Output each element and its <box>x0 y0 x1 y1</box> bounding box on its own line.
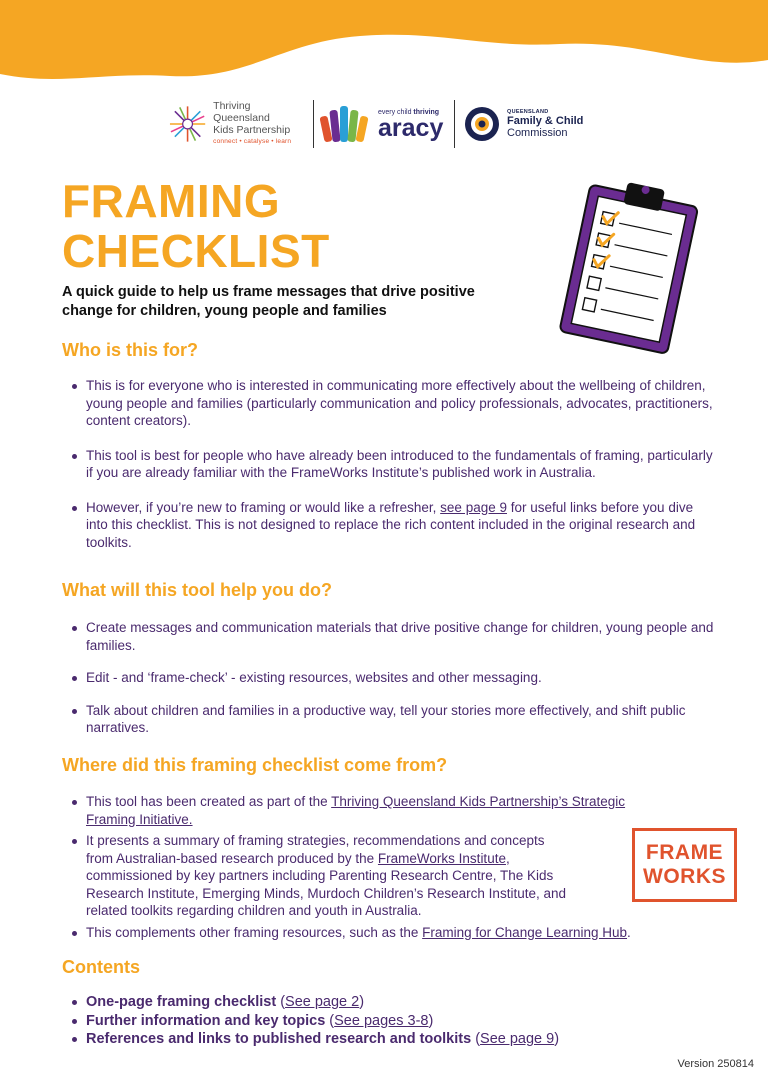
list-item: This is for everyone who is interested in communicating more effectively about the wellbeing of children, young people and families (particularly communication and policy professionals, advocates, practitioners, content creators). <box>68 377 718 430</box>
tqkp-name-line2: Kids Partnership <box>213 124 291 136</box>
frameworks-logo <box>632 828 737 902</box>
aracy-wordmark: aracy <box>378 113 444 142</box>
where-list <box>68 793 708 945</box>
section-heading-contents: Contents <box>62 957 140 977</box>
header-wave-decoration <box>0 0 768 100</box>
fcc-state: QUEENSLAND <box>507 109 549 115</box>
tqkp-logo <box>168 98 308 150</box>
list-item: This tool has been created as part of the Thriving Queensland Kids Partnership’s Strategic Framing Initiative. <box>68 793 688 828</box>
list-item: It presents a summary of framing strategies, recommendations and concepts from Australian-based research produced by the FrameWorks Institute, commissioned by key partners including Parenting Research Centre, The Kids Research Institute, Emerging Minds, Murdoch Children’s Research Institute, and related toolkits regarding children and youth in Australia. <box>68 832 608 920</box>
title-line1: FRAMING <box>62 175 281 227</box>
page-subtitle: A quick guide to help us frame messages that drive positive change for children, young people and families <box>62 284 475 319</box>
title-line2: CHECKLIST <box>62 225 330 277</box>
logo-divider <box>313 100 314 148</box>
list-item: Edit - and ‘frame-check’ - existing resources, websites and other messaging. <box>68 669 718 687</box>
see-page-2-link[interactable]: See page 2 <box>285 994 360 1010</box>
frameworks-institute-link[interactable]: FrameWorks Institute <box>377 850 506 866</box>
clipboard-checklist-icon <box>548 178 708 356</box>
contents-list <box>68 993 668 1049</box>
see-page-9-contents-link[interactable]: See page 9 <box>480 1031 555 1047</box>
tqkp-name-line1: Thriving Queensland <box>213 100 270 124</box>
section-heading-where: Where did this framing checklist come from? <box>62 755 448 775</box>
who-list <box>68 377 718 568</box>
tqkp-tagline: connect • catalyse • learn <box>213 138 292 145</box>
see-pages-3-8-link[interactable]: See pages 3-8 <box>334 1012 429 1029</box>
contents-item: References and links to published research and toolkits (See page 9) <box>68 1030 668 1049</box>
contents-item: One-page framing checklist (See page 2) <box>68 993 668 1012</box>
section-heading-what: What will this tool help you do? <box>62 580 332 600</box>
version-label: Version 250814 <box>677 1058 754 1070</box>
tqkp-initiative-link[interactable]: Thriving Queensland Kids Partnership’s Strategic Framing Initiative. <box>86 794 626 827</box>
frameworks-logo-line1: FRAME <box>645 841 724 864</box>
list-item: Create messages and communication materials that drive positive change for children, young people and families. <box>68 619 718 654</box>
frameworks-logo-line2: WORKS <box>643 865 726 888</box>
see-page-9-link[interactable]: see page 9 <box>440 499 507 515</box>
fcc-name-line1: Family & Child <box>507 115 584 127</box>
fcc-name-line2: Commission <box>507 127 568 139</box>
list-item: Talk about children and families in a productive way, tell your stories more effectively, and shift public narratives. <box>68 702 718 737</box>
tqkp-starburst-icon <box>168 104 207 144</box>
aracy-logo <box>320 98 448 150</box>
learning-hub-link[interactable]: Framing for Change Learning Hub <box>422 924 628 940</box>
list-item: This complements other framing resources, such as the Framing for Change Learning Hub. <box>68 924 708 942</box>
contents-item: Further information and key topics (See pages 3-8) <box>68 1012 668 1031</box>
aracy-fan-icon <box>320 102 372 146</box>
fcc-circle-icon <box>463 105 501 143</box>
section-heading-who: Who is this for? <box>62 340 198 360</box>
aracy-tag-bold: thriving <box>413 108 440 116</box>
page-title <box>62 176 330 276</box>
partner-logos <box>168 98 608 150</box>
list-item: However, if you’re new to framing or would like a refresher, see page 9 for useful links before you dive into this checklist. This is not designed to replace the rich content included in the original research and toolkits. <box>68 499 718 552</box>
aracy-tag-light: every child <box>378 108 412 116</box>
list-item: This tool is best for people who have already been introduced to the fundamentals of framing, particularly if you are already familiar with the FrameWorks Institute’s published work in Australia. <box>68 447 718 482</box>
logo-divider <box>454 100 455 148</box>
what-list <box>68 619 718 752</box>
fcc-logo <box>463 98 608 150</box>
